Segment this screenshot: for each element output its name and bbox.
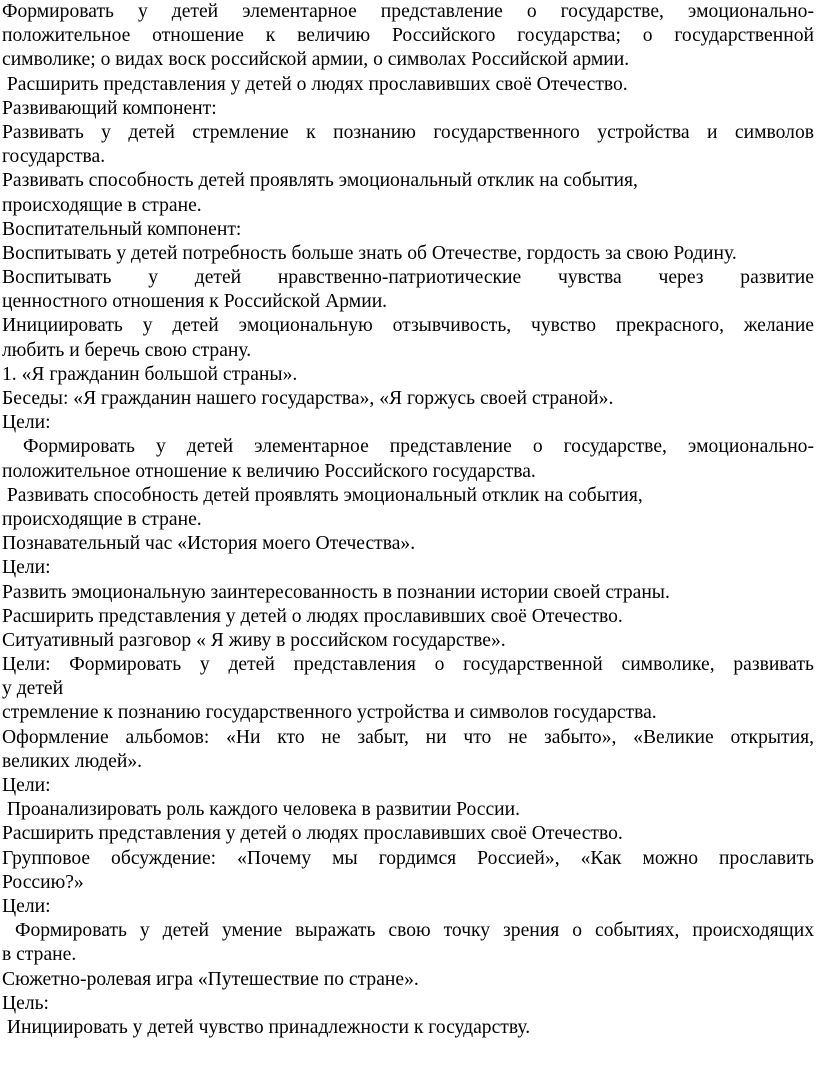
text-line: ценностного отношения к Российской Армии. — [2, 291, 388, 313]
text-line: Развивающий компонент: — [2, 97, 217, 119]
text-line: происходящие в стране. — [2, 194, 202, 216]
text-line: Цель: — [2, 992, 50, 1014]
text-line: Цели: — [2, 775, 51, 796]
text-line: Ситуативный разговор « Я живу в российском государстве». — [2, 629, 506, 651]
text-line: Цели: Формировать у детей представления о государственной символике, развивать — [2, 654, 814, 676]
text-line: Расширить представления у детей о людях прославивших своё Отечество. — [2, 823, 623, 845]
text-line: Групповое обсуждение: «Почему мы гордимся Россией», «Как можно прославить — [2, 847, 814, 869]
text-line: государства. — [2, 146, 106, 168]
text-line: Сюжетно-ролевая игра «Путешествие по стране». — [2, 968, 419, 990]
text-line: Инициировать у детей чувство принадлежности к государству. — [2, 1016, 531, 1038]
text-line: 1. «Я гражданин большой страны». — [2, 363, 298, 385]
text-line: Развивать способность детей проявлять эмоциональный отклик на события, — [2, 484, 643, 506]
text-line: великих людей». — [2, 750, 143, 772]
text-line: у детей — [2, 678, 64, 700]
text-line: в стране. — [2, 944, 77, 966]
text-line: Воспитывать у детей нравственно-патриотические чувства через развитие — [2, 267, 814, 289]
text-line: Познавательный час «История моего Отечества». — [2, 533, 416, 555]
text-line: Развить эмоциональную заинтересованность в познании истории своей страны. — [2, 581, 670, 603]
text-line: Воспитывать у детей потребность больше знать об Отечестве, гордость за свою Родину. — [2, 242, 737, 264]
text-line: Формировать у детей элементарное представление о государстве, эмоционально- — [2, 1, 814, 22]
text-line: Формировать у детей элементарное представление о государстве, эмоционально- — [2, 436, 814, 458]
text-line: положительное отношение к величию Российского государства. — [2, 460, 536, 482]
text-line: Расширить представления у детей о людях прославивших своё Отечество. — [2, 605, 623, 627]
text-line: стремление к познанию государственного устройства и символов государства. — [2, 702, 657, 724]
text-line: Цели: — [2, 412, 51, 434]
text-line: Развивать способность детей проявлять эмоциональный отклик на события, — [2, 170, 638, 192]
text-line: Развивать у детей стремление к познанию государственного устройства и символов — [2, 121, 814, 143]
text-line: Цели: — [2, 557, 51, 579]
text-line: Россию?» — [2, 871, 84, 893]
text-line: любить и беречь свою страну. — [2, 339, 252, 361]
text-line: символике; о видах воск российской армии, о символах Российской армии. — [2, 49, 630, 71]
text-line: происходящие в стране. — [2, 508, 202, 530]
text-line: Оформление альбомов: «Ни кто не забыт, ни что не забыто», «Великие открытия, — [2, 726, 814, 748]
text-line: Расширить представления у детей о людях прославивших своё Отечество. — [2, 73, 628, 95]
text-line: Воспитательный компонент: — [2, 218, 242, 240]
document-page — [2, 0, 814, 1040]
text-line: Проанализировать роль каждого человека в развитии России. — [2, 799, 521, 821]
text-line: положительное отношение к величию Российского государства; о государственной — [2, 25, 814, 47]
text-line: Цели: — [2, 895, 51, 917]
text-line: Инициировать у детей эмоциональную отзывчивость, чувство прекрасного, желание — [2, 315, 814, 337]
text-line: Формировать у детей умение выражать свою точку зрения о событиях, происходящих — [2, 920, 814, 942]
text-line: Беседы: «Я гражданин нашего государства», «Я горжусь своей страной». — [2, 388, 614, 409]
